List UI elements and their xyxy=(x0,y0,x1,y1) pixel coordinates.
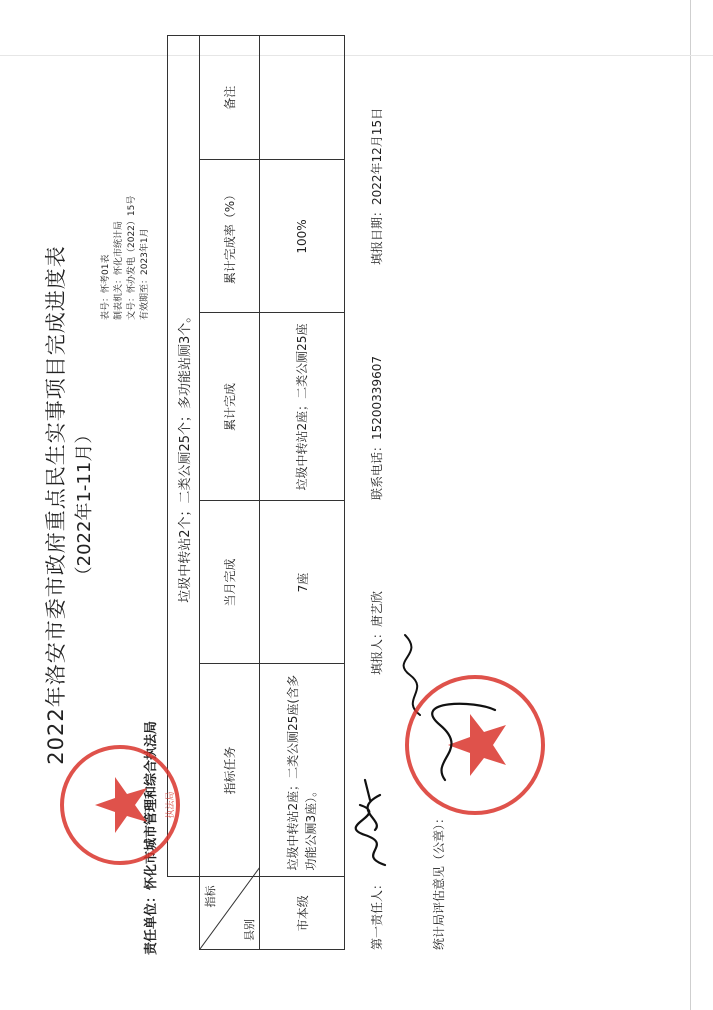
header-row xyxy=(200,36,260,950)
report-date: 填报日期：2022年12月15日 xyxy=(370,107,384,265)
document-number: 文号：怀办发电（2022）15号 xyxy=(127,195,137,320)
first-responsible-label: 第一责任人： xyxy=(370,877,384,950)
header-monthly: 当月完成 xyxy=(200,501,260,664)
filler-label: 填报人：唐艺欣 xyxy=(370,590,384,675)
header-rate: 累计完成率（%） xyxy=(200,160,260,313)
cell-task: 垃圾中转站2座；二类公厕25座(含多功能公厕3座）。 xyxy=(260,664,345,877)
header-cumulative: 累计完成 xyxy=(200,313,260,501)
stats-opinion-label: 统计局评估意见（公章）： xyxy=(432,811,446,950)
target-cell: 垃圾中转站2个；二类公厕25个；多功能站厕3个。 xyxy=(168,36,200,878)
responsible-unit: 责任单位：怀化市城市管理和综合执法局 xyxy=(144,720,159,955)
header-task: 指标任务 xyxy=(200,664,260,877)
document-title: 2022年洛安市委市政府重点民生实事项目完成进度表 xyxy=(44,245,68,765)
cell-county: 市本级 xyxy=(260,877,345,950)
first-responsible-signature xyxy=(345,775,405,875)
diagonal-header xyxy=(200,877,260,950)
cell-monthly: 7座 xyxy=(260,501,345,664)
table-row xyxy=(260,36,345,950)
document-subtitle: （2022年1-11月） xyxy=(74,425,95,585)
form-number: 表号：怀考01表 xyxy=(101,254,111,320)
cell-rate: 100% xyxy=(260,160,345,313)
left-seal-text: 执法局 xyxy=(166,791,176,819)
header-remark: 备注 xyxy=(200,36,260,161)
diag-label-county: 县别 xyxy=(243,919,256,941)
form-meta xyxy=(100,196,152,320)
cell-remark xyxy=(260,36,345,161)
valid-until: 有效期至：2023年1月 xyxy=(140,228,150,320)
form-issuer: 制表机关：怀化市统计局 xyxy=(114,220,124,320)
left-red-seal xyxy=(55,740,185,870)
target-spacer xyxy=(168,877,200,950)
progress-table xyxy=(167,35,345,950)
diag-label-indicator: 指标 xyxy=(204,885,217,908)
phone-label: 联系电话：15200339607 xyxy=(370,356,384,500)
cell-cumulative: 垃圾中转站2座；二类公厕25座 xyxy=(260,313,345,501)
right-red-seal xyxy=(400,670,550,820)
